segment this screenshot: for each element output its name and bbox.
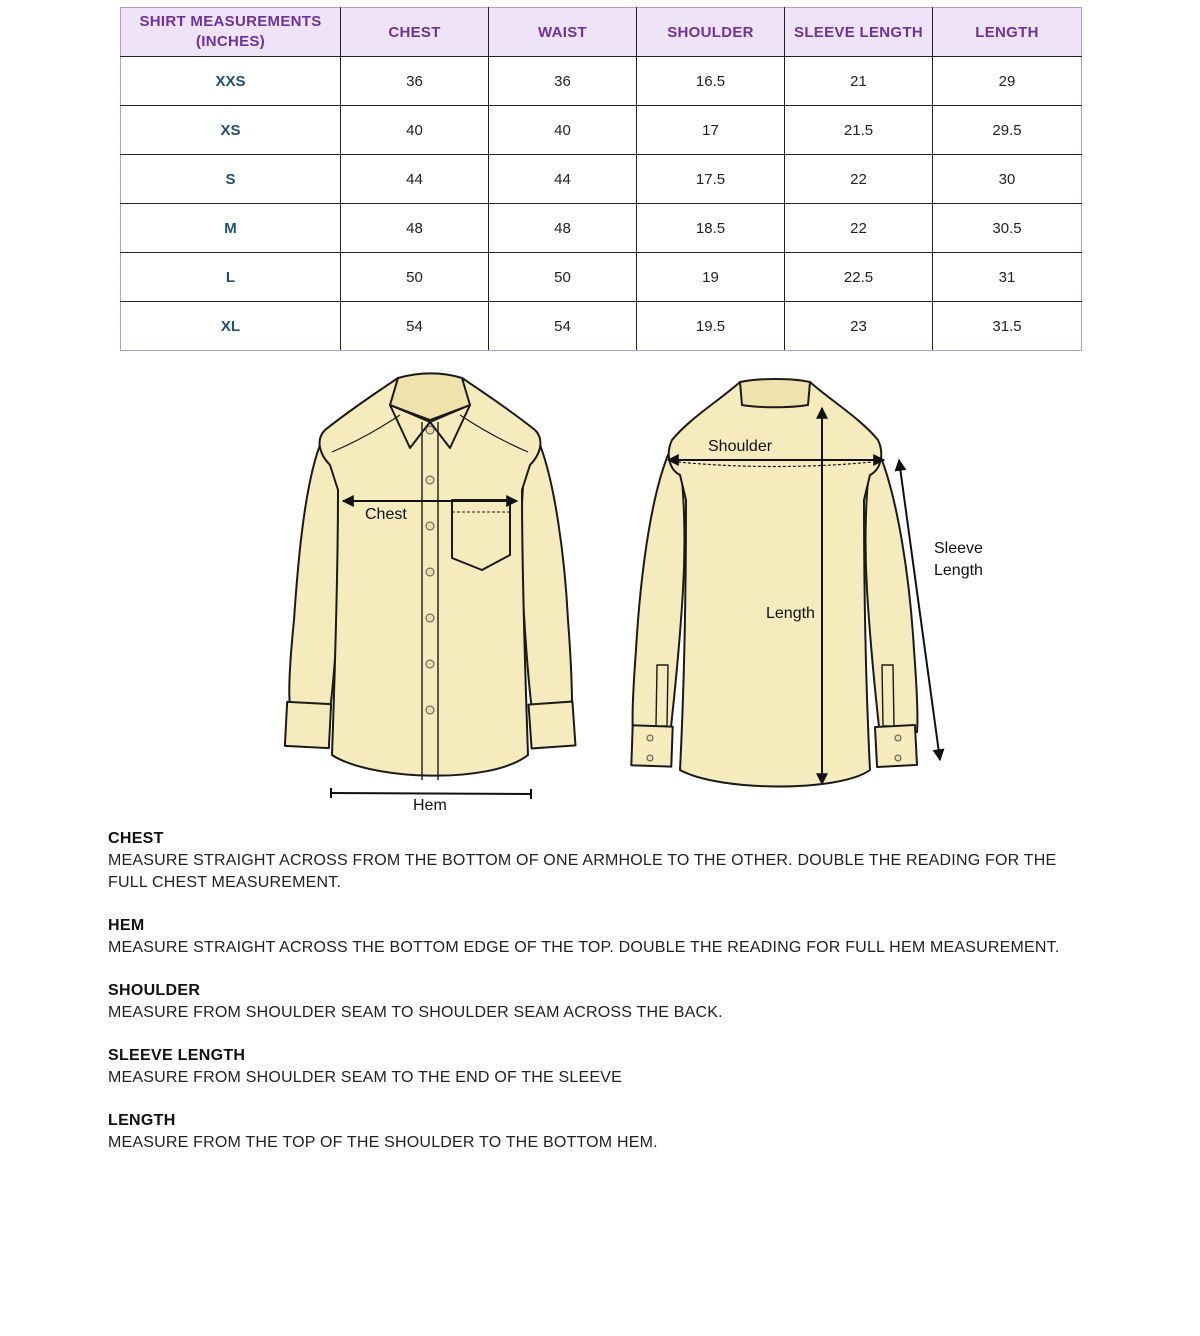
instruction-text: MEASURE FROM SHOULDER SEAM TO SHOULDER SEAM ACROSS THE BACK. — [108, 1004, 723, 1021]
table-cell: 21 — [785, 57, 933, 106]
instruction-sleeve-length — [108, 1045, 1098, 1089]
front-right-cuff — [529, 702, 576, 749]
instruction-title: LENGTH — [108, 1112, 176, 1129]
back-body — [669, 382, 882, 787]
hem-label: Hem — [413, 797, 447, 814]
size-cell: M — [121, 204, 341, 253]
table-header-row — [121, 8, 1082, 57]
header-shoulder: SHOULDER — [637, 8, 785, 57]
shoulder-label: Shoulder — [708, 438, 773, 455]
sleeve-length-label — [934, 538, 983, 582]
instruction-chest — [108, 828, 1098, 894]
chest-label: Chest — [365, 506, 407, 523]
measurement-illustration — [0, 360, 1200, 820]
front-body — [320, 378, 541, 776]
table-cell: 19.5 — [637, 302, 785, 351]
back-shirt — [631, 379, 917, 787]
table-cell: 22 — [785, 204, 933, 253]
table-cell: 19 — [637, 253, 785, 302]
table-cell: 17.5 — [637, 155, 785, 204]
instruction-text: MEASURE FROM SHOULDER SEAM TO THE END OF THE SLEEVE — [108, 1069, 623, 1086]
table-cell: 44 — [489, 155, 637, 204]
header-sleeve-length: SLEEVE LENGTH — [785, 8, 933, 57]
size-cell: L — [121, 253, 341, 302]
instruction-title: SLEEVE LENGTH — [108, 1047, 246, 1064]
table-cell: 16.5 — [637, 57, 785, 106]
table-cell: 22.5 — [785, 253, 933, 302]
header-line: SHIRT MEASUREMENTS — [139, 13, 322, 30]
table-cell: 48 — [489, 204, 637, 253]
instruction-text: MEASURE STRAIGHT ACROSS FROM THE BOTTOM OF ONE ARMHOLE TO THE OTHER. DOUBLE THE READING FOR THE FULL CHEST MEASUREMENT. — [108, 852, 1057, 891]
length-label: Length — [766, 605, 815, 622]
measurement-instructions — [108, 828, 1098, 1175]
table-row — [121, 106, 1082, 155]
table-cell: 50 — [489, 253, 637, 302]
table-cell: 40 — [489, 106, 637, 155]
table-cell: 29.5 — [933, 106, 1082, 155]
table-cell: 50 — [341, 253, 489, 302]
instruction-shoulder — [108, 980, 1098, 1024]
table-cell: 22 — [785, 155, 933, 204]
table-cell: 54 — [489, 302, 637, 351]
instruction-title: SHOULDER — [108, 982, 201, 999]
table-cell: 44 — [341, 155, 489, 204]
back-collar — [740, 379, 810, 407]
instruction-text: MEASURE STRAIGHT ACROSS THE BOTTOM EDGE OF THE TOP. DOUBLE THE READING FOR FULL HEM MEASUREMENT. — [108, 939, 1060, 956]
table-row — [121, 57, 1082, 106]
table-cell: 29 — [933, 57, 1082, 106]
table-cell: 31 — [933, 253, 1082, 302]
header-chest: CHEST — [341, 8, 489, 57]
sleeve-label-line2: Length — [934, 562, 983, 579]
table-cell: 48 — [341, 204, 489, 253]
front-left-sleeve — [289, 440, 341, 710]
instruction-text: MEASURE FROM THE TOP OF THE SHOULDER TO THE BOTTOM HEM. — [108, 1134, 658, 1151]
table-cell: 31.5 — [933, 302, 1082, 351]
table-cell: 30 — [933, 155, 1082, 204]
table-row — [121, 253, 1082, 302]
table-cell: 36 — [489, 57, 637, 106]
instruction-title: CHEST — [108, 830, 164, 847]
size-cell: XXS — [121, 57, 341, 106]
front-pocket — [452, 500, 510, 570]
size-cell: S — [121, 155, 341, 204]
front-right-sleeve — [521, 440, 572, 710]
size-cell: XS — [121, 106, 341, 155]
table-cell: 40 — [341, 106, 489, 155]
table-row — [121, 302, 1082, 351]
table-row — [121, 155, 1082, 204]
table-cell: 17 — [637, 106, 785, 155]
header-measurements — [121, 8, 341, 57]
table-cell: 36 — [341, 57, 489, 106]
header-length: LENGTH — [933, 8, 1082, 57]
instruction-length — [108, 1110, 1098, 1154]
instruction-title: HEM — [108, 917, 145, 934]
table-cell: 30.5 — [933, 204, 1082, 253]
header-line: (INCHES) — [195, 33, 266, 50]
table-cell: 21.5 — [785, 106, 933, 155]
size-cell: XL — [121, 302, 341, 351]
header-waist: WAIST — [489, 8, 637, 57]
table-cell: 18.5 — [637, 204, 785, 253]
front-left-cuff — [285, 702, 331, 748]
table-row — [121, 204, 1082, 253]
table-cell: 54 — [341, 302, 489, 351]
instruction-hem — [108, 915, 1098, 959]
sleeve-label-line1: Sleeve — [934, 540, 983, 557]
shirt-diagram — [0, 360, 1200, 820]
table-cell: 23 — [785, 302, 933, 351]
size-chart-table — [120, 7, 1082, 351]
